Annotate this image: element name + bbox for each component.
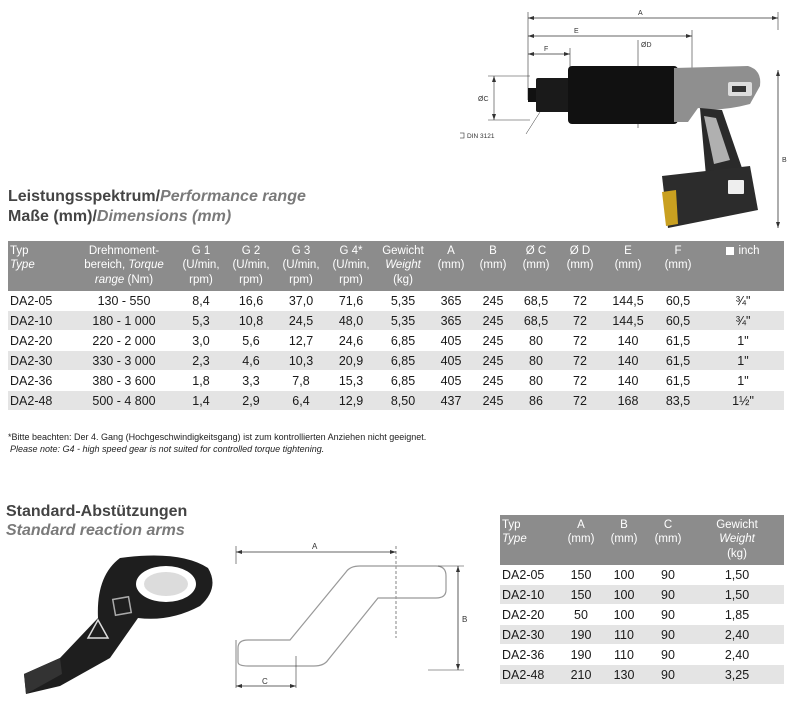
value-cell: 80 (514, 351, 558, 371)
performance-heading: Leistungsspektrum/Performance range (8, 188, 306, 205)
dim-d-label: ØD (641, 42, 652, 49)
value-cell: 190 (560, 645, 602, 665)
value-cell: 190 (560, 625, 602, 645)
col-g4: G 4* (U/min, rpm) (326, 241, 376, 291)
table-row (8, 311, 784, 331)
value-cell: 405 (430, 371, 472, 391)
value-cell: 130 (602, 665, 646, 685)
value-cell: 90 (646, 665, 690, 685)
inch-square-icon (726, 247, 734, 255)
type-cell: DA2-30 (8, 351, 72, 371)
value-cell: 5,3 (176, 311, 226, 331)
value-cell: 245 (472, 351, 514, 371)
col-c: Ø C (mm) (514, 241, 558, 291)
value-cell: 245 (472, 291, 514, 311)
value-cell: 6,4 (276, 391, 326, 411)
value-cell: 245 (472, 331, 514, 351)
arm-dim-b: B (462, 615, 468, 624)
value-cell: 180 - 1 000 (72, 311, 176, 331)
value-cell: 10,8 (226, 311, 276, 331)
value-cell: 72 (558, 371, 602, 391)
value-cell: 110 (602, 645, 646, 665)
col-g2: G 2 (U/min, rpm) (226, 241, 276, 291)
type-cell: DA2-36 (500, 645, 560, 665)
col-g1: G 1 (U/min, rpm) (176, 241, 226, 291)
value-cell: 140 (602, 371, 654, 391)
value-cell: 168 (602, 391, 654, 411)
value-cell: 4,6 (226, 351, 276, 371)
value-cell: 1" (702, 351, 784, 371)
value-cell: 1,50 (690, 565, 784, 585)
value-cell: 16,6 (226, 291, 276, 311)
value-cell: 405 (430, 351, 472, 371)
value-cell: 1" (702, 331, 784, 351)
table-row (500, 605, 784, 625)
arm-col-c: C (mm) (646, 515, 690, 565)
type-cell: DA2-10 (8, 311, 72, 331)
arm-col-weight: Gewicht Weight (kg) (690, 515, 784, 565)
value-cell: 90 (646, 565, 690, 585)
type-cell: DA2-05 (8, 291, 72, 311)
arm-col-a: A (mm) (560, 515, 602, 565)
reaction-heading-de: Standard-Abstützungen (6, 503, 188, 520)
value-cell: 1,8 (176, 371, 226, 391)
value-cell: 15,3 (326, 371, 376, 391)
dim-a-label: A (638, 10, 643, 17)
value-cell: 8,50 (376, 391, 430, 411)
col-torque: Drehmoment-bereich, Torque range (Nm) (72, 241, 176, 291)
value-cell: 2,3 (176, 351, 226, 371)
type-cell: DA2-36 (8, 371, 72, 391)
value-cell: 100 (602, 605, 646, 625)
type-cell: DA2-30 (500, 625, 560, 645)
type-cell: DA2-20 (500, 605, 560, 625)
value-cell: 61,5 (654, 371, 702, 391)
value-cell: 48,0 (326, 311, 376, 331)
value-cell: 500 - 4 800 (72, 391, 176, 411)
value-cell: 24,5 (276, 311, 326, 331)
reaction-arm-photo (20, 548, 220, 698)
value-cell: 3,0 (176, 331, 226, 351)
value-cell: 365 (430, 311, 472, 331)
value-cell: 90 (646, 625, 690, 645)
value-cell: 1,4 (176, 391, 226, 411)
gearbox (568, 66, 678, 124)
table-row (500, 625, 784, 645)
value-cell: 2,40 (690, 645, 784, 665)
value-cell: 6,85 (376, 371, 430, 391)
value-cell: 72 (558, 391, 602, 411)
value-cell: 220 - 2 000 (72, 331, 176, 351)
value-cell: 100 (602, 585, 646, 605)
value-cell: 437 (430, 391, 472, 411)
value-cell: 10,3 (276, 351, 326, 371)
col-a: A (mm) (430, 241, 472, 291)
col-g3: G 3 (U/min, rpm) (276, 241, 326, 291)
value-cell: 1,85 (690, 605, 784, 625)
value-cell: 2,9 (226, 391, 276, 411)
tool-drawing (460, 0, 790, 235)
value-cell: 245 (472, 391, 514, 411)
type-cell: DA2-10 (500, 585, 560, 605)
col-weight: Gewicht Weight (kg) (376, 241, 430, 291)
arm-dim-c: C (262, 677, 268, 686)
col-f: F (mm) (654, 241, 702, 291)
reaction-arms-table (500, 515, 784, 685)
dim-f-label: F (544, 46, 549, 53)
performance-table (8, 241, 784, 411)
value-cell: 80 (514, 371, 558, 391)
value-cell: 144,5 (602, 311, 654, 331)
type-cell: DA2-48 (500, 665, 560, 685)
table-row (500, 645, 784, 665)
din-label: DIN 3121 (467, 133, 495, 140)
table-row (8, 291, 784, 311)
value-cell: 50 (560, 605, 602, 625)
type-cell: DA2-05 (500, 565, 560, 585)
table-row (500, 585, 784, 605)
value-cell: 72 (558, 311, 602, 331)
value-cell: 2,40 (690, 625, 784, 645)
table-row (500, 665, 784, 685)
col-type: Typ Type (8, 241, 72, 291)
performance-header-row (8, 241, 784, 291)
value-cell: 71,6 (326, 291, 376, 311)
reaction-heading-en: Standard reaction arms (6, 522, 185, 539)
dim-b-label: B (782, 157, 787, 164)
value-cell: 90 (646, 645, 690, 665)
performance-body (8, 291, 784, 411)
value-cell: 12,9 (326, 391, 376, 411)
dimensions-heading: Maße (mm)/Dimensions (mm) (8, 208, 232, 225)
value-cell: 380 - 3 600 (72, 371, 176, 391)
type-cell: DA2-48 (8, 391, 72, 411)
arm-col-type: Typ Type (500, 515, 560, 565)
dim-c-label: ØC (478, 96, 489, 103)
value-cell: 90 (646, 605, 690, 625)
value-cell: 83,5 (654, 391, 702, 411)
value-cell: 3,25 (690, 665, 784, 685)
value-cell: 72 (558, 331, 602, 351)
value-cell: 245 (472, 311, 514, 331)
value-cell: 7,8 (276, 371, 326, 391)
col-e: E (mm) (602, 241, 654, 291)
value-cell: 61,5 (654, 331, 702, 351)
value-cell: 68,5 (514, 311, 558, 331)
footnote-en: Please note: G4 - high speed gear is not suited for controlled torque tightening. (10, 444, 325, 454)
value-cell: 144,5 (602, 291, 654, 311)
value-cell: 61,5 (654, 351, 702, 371)
value-cell: 5,35 (376, 291, 430, 311)
value-cell: 68,5 (514, 291, 558, 311)
value-cell: 72 (558, 351, 602, 371)
value-cell: 5,35 (376, 311, 430, 331)
table-row (500, 565, 784, 585)
value-cell: 1½" (702, 391, 784, 411)
table-row (8, 331, 784, 351)
value-cell: 100 (602, 565, 646, 585)
value-cell: ¾" (702, 291, 784, 311)
value-cell: 3,3 (226, 371, 276, 391)
value-cell: 130 - 550 (72, 291, 176, 311)
col-d: Ø D (mm) (558, 241, 602, 291)
value-cell: 150 (560, 565, 602, 585)
value-cell: ¾" (702, 311, 784, 331)
value-cell: 5,6 (226, 331, 276, 351)
table-row (8, 371, 784, 391)
value-cell: 6,85 (376, 331, 430, 351)
value-cell: 8,4 (176, 291, 226, 311)
reaction-arm-drawing (228, 538, 478, 698)
value-cell: 110 (602, 625, 646, 645)
table-row (8, 351, 784, 371)
table-row (8, 391, 784, 411)
value-cell: 405 (430, 331, 472, 351)
value-cell: 140 (602, 331, 654, 351)
value-cell: 6,85 (376, 351, 430, 371)
value-cell: 210 (560, 665, 602, 685)
dim-e-label: E (574, 28, 579, 35)
arm-dim-a: A (312, 542, 318, 551)
col-b: B (mm) (472, 241, 514, 291)
value-cell: 72 (558, 291, 602, 311)
value-cell: 1,50 (690, 585, 784, 605)
value-cell: 24,6 (326, 331, 376, 351)
value-cell: 60,5 (654, 311, 702, 331)
value-cell: 365 (430, 291, 472, 311)
value-cell: 90 (646, 585, 690, 605)
value-cell: 60,5 (654, 291, 702, 311)
type-cell: DA2-20 (8, 331, 72, 351)
arm-col-b: B (mm) (602, 515, 646, 565)
col-inch: inch (702, 241, 784, 291)
value-cell: 86 (514, 391, 558, 411)
footnote-de: *Bitte beachten: Der 4. Gang (Hochgeschwindigkeitsgang) ist zum kontrollierten Anziehen nicht geeignet. (8, 432, 427, 442)
value-cell: 80 (514, 331, 558, 351)
value-cell: 12,7 (276, 331, 326, 351)
value-cell: 150 (560, 585, 602, 605)
value-cell: 140 (602, 351, 654, 371)
value-cell: 330 - 3 000 (72, 351, 176, 371)
value-cell: 245 (472, 371, 514, 391)
value-cell: 37,0 (276, 291, 326, 311)
value-cell: 20,9 (326, 351, 376, 371)
reaction-header-row (500, 515, 784, 565)
reaction-arms-body (500, 565, 784, 685)
value-cell: 1" (702, 371, 784, 391)
